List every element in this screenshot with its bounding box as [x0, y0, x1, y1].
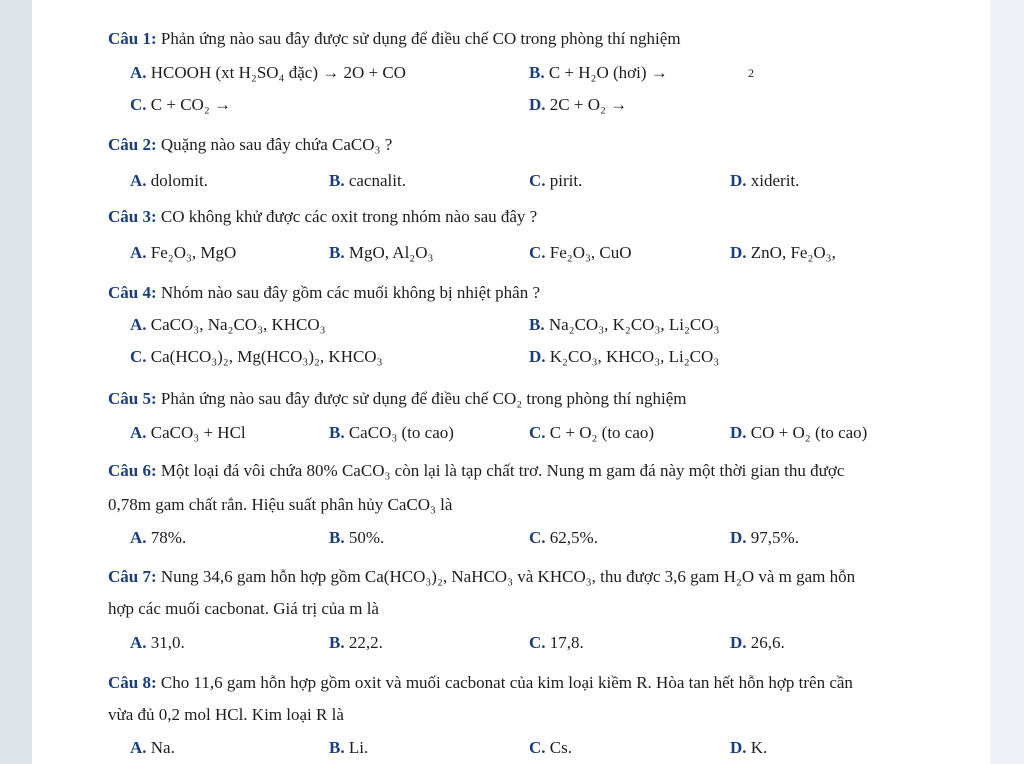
left-margin-strip — [0, 0, 32, 764]
option-c[interactable]: C. Cs. — [529, 738, 572, 757]
question-3 — [108, 206, 968, 228]
stray-subscript: 2 — [748, 66, 754, 80]
option-b[interactable]: B. C + H₂O (hơi) → — [529, 63, 668, 82]
question-2 — [108, 134, 968, 156]
right-margin-strip — [990, 0, 1024, 764]
option-a[interactable]: A. HCOOH (xt H₂SO₄ đặc) → 2O + CO — [130, 63, 406, 82]
question-text: Phản ứng nào sau đây được sử dụng để điều chế CO trong phòng thí nghiệm — [160, 29, 681, 48]
option-d[interactable]: D. 26,6. — [730, 633, 785, 652]
options-row — [32, 242, 990, 266]
option-d[interactable]: D. K₂CO₃, KHCO₃, Li₂CO₃ — [529, 347, 720, 366]
option-c[interactable]: C. pirit. — [529, 171, 583, 190]
question-7-continued — [108, 598, 968, 620]
question-label: Câu 1: — [108, 29, 157, 48]
option-a[interactable]: A. 78%. — [130, 528, 187, 547]
question-6 — [108, 460, 968, 482]
question-7 — [108, 566, 968, 588]
question-text-line-2: vừa đủ 0,2 mol HCl. Kim loại R là — [108, 705, 344, 724]
options-row — [32, 737, 990, 761]
option-c[interactable]: C. Fe₂O₃, CuO — [529, 243, 632, 262]
option-a[interactable]: A. CaCO₃, Na₂CO₃, KHCO₃ — [130, 315, 326, 334]
question-label: Câu 7: — [108, 567, 157, 586]
option-c[interactable]: C. C + CO₂ → — [130, 95, 231, 114]
question-text: CO không khử được các oxit trong nhóm nào sau đây ? — [160, 207, 538, 226]
question-1 — [108, 28, 968, 50]
option-d[interactable]: D. ZnO, Fe₂O₃, — [730, 243, 836, 262]
question-8 — [108, 672, 968, 694]
option-b[interactable]: B. Na₂CO₃, K₂CO₃, Li₂CO₃ — [529, 315, 720, 334]
question-text: Quặng nào sau đây chứa CaCO₃ ? — [160, 135, 393, 154]
question-8-continued — [108, 704, 968, 726]
question-text: Phản ứng nào sau đây được sử dụng để điều chế CO₂ trong phòng thí nghiệm — [160, 389, 687, 408]
worksheet-page — [32, 0, 990, 764]
question-text-line-2: hợp các muối cacbonat. Giá trị của m là — [108, 599, 379, 618]
question-label: Câu 8: — [108, 673, 157, 692]
option-a[interactable]: A. dolomit. — [130, 171, 208, 190]
option-a[interactable]: A. 31,0. — [130, 633, 185, 652]
question-6-continued — [108, 494, 968, 516]
option-c[interactable]: C. C + O₂ (to cao) — [529, 423, 655, 442]
question-label: Câu 5: — [108, 389, 157, 408]
question-5 — [108, 388, 968, 410]
question-text: Một loại đá vôi chứa 80% CaCO₃ còn lại là tạp chất trơ. Nung m gam đá này một thời gian thu được — [160, 461, 845, 480]
options-row — [32, 346, 990, 370]
options-row — [32, 632, 990, 656]
option-a[interactable]: A. Fe₂O₃, MgO — [130, 243, 237, 262]
option-a[interactable]: A. CaCO₃ + HCl — [130, 423, 246, 442]
option-d[interactable]: D. 97,5%. — [730, 528, 799, 547]
question-4 — [108, 282, 968, 304]
option-d[interactable]: D. xiderit. — [730, 171, 800, 190]
question-text: Nung 34,6 gam hỗn hợp gồm Ca(HCO₃)₂, NaHCO₃ và KHCO₃, thu được 3,6 gam H₂O và m gam hỗn — [160, 567, 856, 586]
option-a[interactable]: A. Na. — [130, 738, 175, 757]
option-b[interactable]: B. cacnalit. — [329, 171, 406, 190]
question-label: Câu 2: — [108, 135, 157, 154]
option-b[interactable]: B. CaCO₃ (to cao) — [329, 423, 454, 442]
option-b[interactable]: B. 50%. — [329, 528, 385, 547]
options-row — [32, 314, 990, 338]
question-label: Câu 3: — [108, 207, 157, 226]
option-d[interactable]: D. CO + O₂ (to cao) — [730, 423, 868, 442]
option-d[interactable]: D. 2C + O₂ → — [529, 95, 628, 114]
option-c[interactable]: C. 62,5%. — [529, 528, 598, 547]
question-label: Câu 4: — [108, 283, 157, 302]
question-text: Nhóm nào sau đây gồm các muối không bị nhiệt phân ? — [160, 283, 541, 302]
options-row — [32, 94, 990, 118]
options-row — [32, 527, 990, 551]
option-d[interactable]: D. K. — [730, 738, 768, 757]
options-row — [32, 422, 990, 446]
options-row — [32, 170, 990, 194]
option-b[interactable]: B. 22,2. — [329, 633, 383, 652]
question-label: Câu 6: — [108, 461, 157, 480]
question-text-line-2: 0,78m gam chất rắn. Hiệu suất phân hủy CaCO₃ là — [108, 495, 453, 514]
options-row — [32, 62, 990, 86]
option-b[interactable]: B. MgO, Al₂O₃ — [329, 243, 434, 262]
option-b[interactable]: B. Li. — [329, 738, 369, 757]
option-c[interactable]: C. 17,8. — [529, 633, 584, 652]
question-text: Cho 11,6 gam hỗn hợp gồm oxit và muối cacbonat của kim loại kiềm R. Hòa tan hết hỗn hợp trên cần — [160, 673, 853, 692]
option-c[interactable]: C. Ca(HCO₃)₂, Mg(HCO₃)₂, KHCO₃ — [130, 347, 383, 366]
